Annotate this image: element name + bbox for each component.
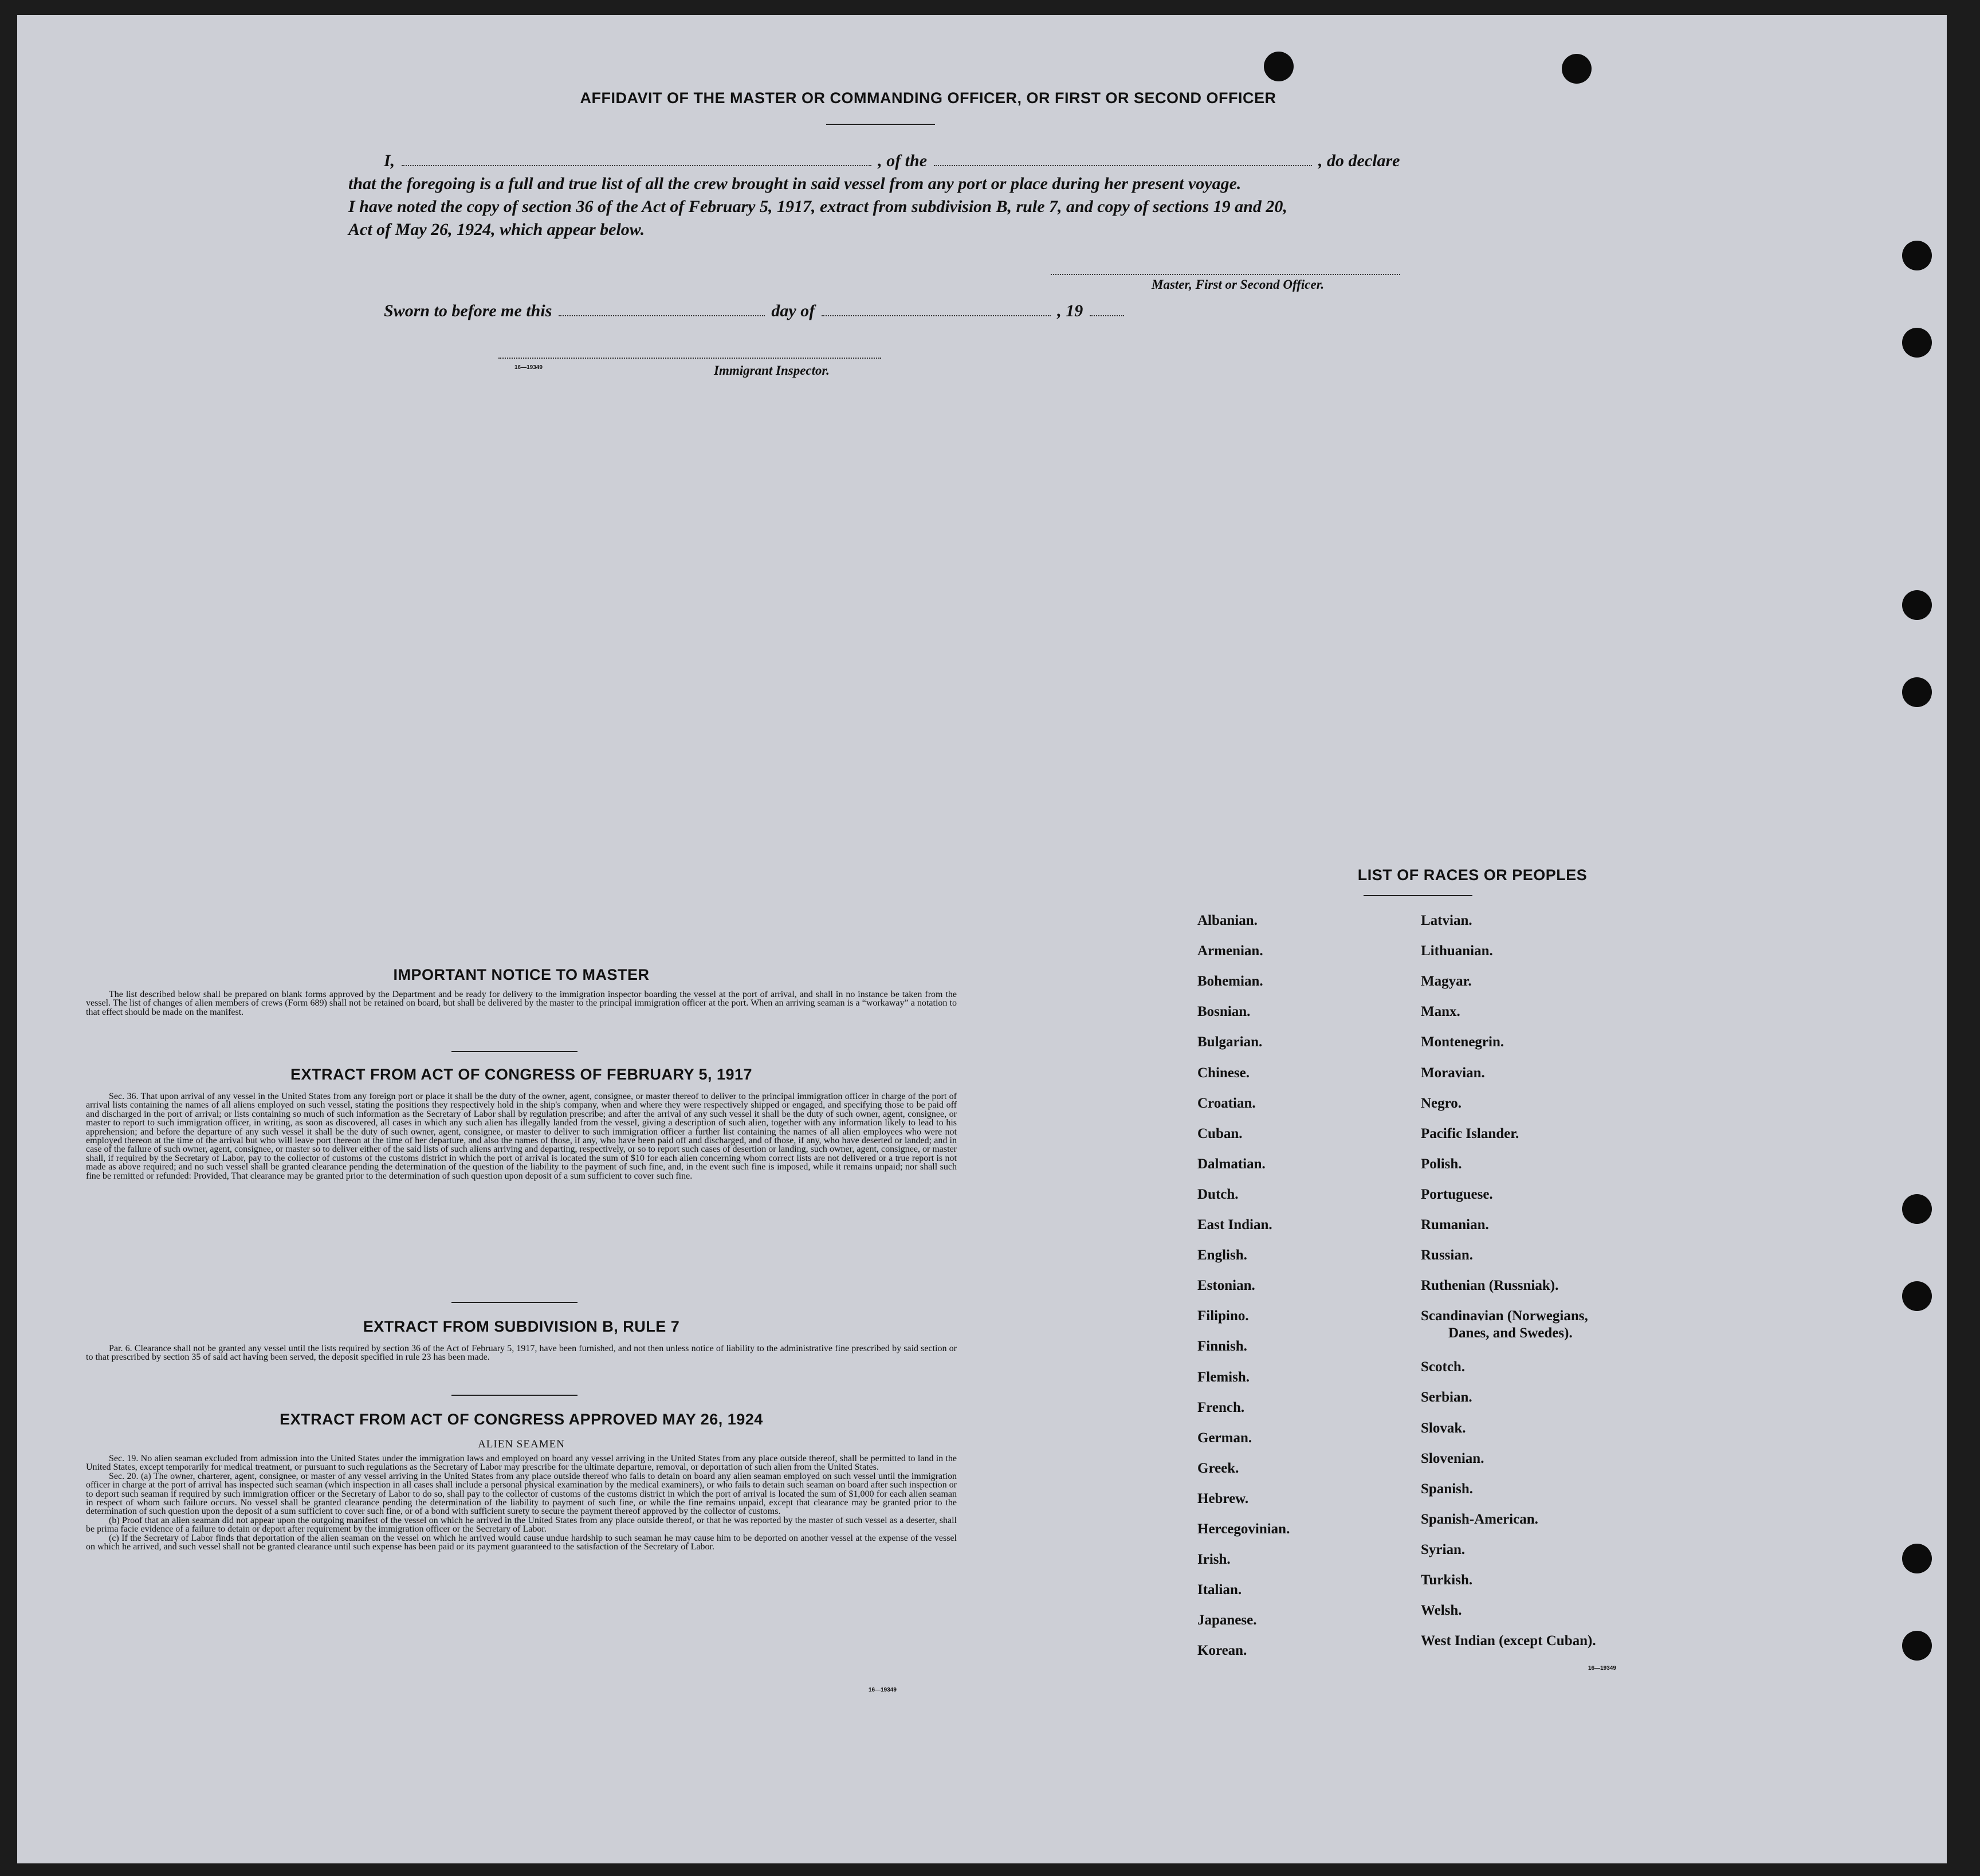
form-number: 16—19349 [514,364,543,371]
race-item: Magyar. [1421,974,1472,990]
race-item: Ruthenian (Russniak). [1421,1278,1559,1294]
form-sheet [17,15,1947,1863]
divider [1364,895,1472,896]
act-1924-title: EXTRACT FROM ACT OF CONGRESS APPROVED MAY 26, 1924 [280,1411,763,1428]
race-item: Greek. [1197,1460,1239,1476]
race-item: Serbian. [1421,1390,1472,1406]
race-item: Danes, and Swedes). [1448,1325,1573,1341]
affidavit-of-the-label: , of the [878,151,928,170]
race-item: Armenian. [1197,943,1263,959]
notice-paragraph [86,990,957,1017]
race-item: Korean. [1197,1643,1247,1659]
race-item: German. [1197,1430,1252,1446]
master-signature-blank[interactable] [1051,274,1400,275]
race-item: Japanese. [1197,1612,1257,1628]
year-label: , 19 [1057,301,1083,320]
punch-hole [1902,1281,1932,1311]
punch-hole [1562,54,1592,84]
rule-7-title: EXTRACT FROM SUBDIVISION B, RULE 7 [363,1318,680,1335]
race-item: Chinese. [1197,1065,1250,1081]
race-item: Hebrew. [1197,1490,1249,1506]
divider [451,1302,578,1303]
race-item: Filipino. [1197,1308,1249,1324]
sec-20c-text: (c) If the Secretary of Labor finds that deportation of the alien seaman on the vessel on which he arrived would cause undue hardship to such seaman he may cause him to be deported on another vessel at the expense of the vessel on which he arrived, and such vessel shall not be granted clearance until such expense has been paid or its payment guaranteed to the satisfaction of the Secretary of Labor. [86,1533,957,1552]
race-item: Slovenian. [1421,1450,1484,1466]
race-item: Negro. [1421,1095,1462,1111]
race-item: Italian. [1197,1582,1242,1598]
race-item: Spanish-American. [1421,1511,1538,1527]
race-item: Albanian. [1197,913,1258,928]
form-number: 16—19349 [1588,1665,1616,1671]
race-item: Bohemian. [1197,974,1263,990]
sworn-label: Sworn to before me this [384,301,552,320]
race-item: Scandinavian (Norwegians, [1421,1308,1588,1324]
race-item: Spanish. [1421,1481,1474,1497]
notice-text: The list described below shall be prepared on blank forms approved by the Department and be ready for delivery to the immigration inspector boarding the vessel at the port of arrival, and shall in no instance be taken from the vessel. The list of changes of alien members of crews (Form 689) shall not be retained on board, but shall be delivered by the master to the principal immigration officer at the port. When an arriving seaman is a “workaway” a notation to that effect should be made on the manifest. [86,990,957,1017]
sworn-year-blank[interactable] [1090,315,1124,316]
race-item: Montenegrin. [1421,1034,1504,1050]
vessel-blank[interactable] [934,165,1312,166]
race-item: Scotch. [1421,1359,1466,1375]
race-item: Cuban. [1197,1125,1243,1141]
race-item: East Indian. [1197,1217,1272,1233]
rule-7-paragraph [86,1344,957,1362]
affidavit-i-label: I, [384,151,395,170]
race-item: Pacific Islander. [1421,1125,1519,1141]
punch-hole [1902,590,1932,620]
punch-hole [1902,328,1932,358]
punch-hole [1902,677,1932,707]
races-title: LIST OF RACES OR PEOPLES [1357,866,1588,884]
race-item: Manx. [1421,1004,1460,1020]
punch-hole [1902,1544,1932,1573]
divider [826,124,935,125]
race-item: Latvian. [1421,913,1472,928]
race-item: Croatian. [1197,1095,1256,1111]
divider [451,1395,578,1396]
race-item: French. [1197,1399,1245,1415]
day-of-label: day of [771,301,815,320]
race-item: Moravian. [1421,1065,1485,1081]
sec-20a-text: Sec. 20. (a) The owner, charterer, agent, consignee, or master of any vessel arriving in the United States from any place outside thereof who fails to detain on board any alien seaman employed on such vessel until the immigration officer in charge at the port of arrival has inspected such seaman (which inspection in all cases shall include a personal physical examination by the medical examiners), or who fails to detain such seaman on board after such inspection or to deport such seaman if required by such immigration officer or the Secretary of Labor to do so, shall pay to the collector of customs of the customs district in which the port of arrival is located the sum of $1,000 for each alien seaman in respect of whom such failure occurs. No vessel shall be granted clearance pending the determination of the liability to payment of such fine, or while the fine remains unpaid, except that clearance may be granted prior to the determination of such question upon the deposit of a sum sufficient to cover such fine, or of a bond with sufficient surety to secure the payment thereof approved by the collector of customs. [86,1471,957,1517]
affidavit-text-line: that the foregoing is a full and true list of all the crew brought in said vessel from any port or place during her present voyage. [348,174,1242,193]
race-item: Dalmatian. [1197,1156,1266,1172]
form-number: 16—19349 [869,1687,897,1693]
race-item: Turkish. [1421,1572,1473,1588]
race-item: Polish. [1421,1156,1462,1172]
race-item: English. [1197,1247,1247,1263]
act-1924-paragraphs [86,1454,957,1551]
punch-hole [1902,241,1932,270]
race-item: West Indian (except Cuban). [1421,1633,1596,1649]
affidavit-declaration-line [384,151,1400,171]
sworn-day-blank[interactable] [559,315,765,316]
act-1917-title: EXTRACT FROM ACT OF CONGRESS OF FEBRUARY 5, 1917 [290,1066,753,1083]
affidavit-text-line: Act of May 26, 1924, which appear below. [348,220,645,239]
affidavit-declare-label: , do declare [1318,151,1400,170]
sworn-line [384,301,1126,321]
race-item: Slovak. [1421,1420,1466,1436]
race-item: Lithuanian. [1421,943,1493,959]
master-signature-caption: Master, First or Second Officer. [1152,277,1325,292]
inspector-caption: Immigrant Inspector. [714,363,830,378]
race-item: Welsh. [1421,1603,1462,1619]
race-item: Bosnian. [1197,1004,1251,1020]
race-item: Hercegovinian. [1197,1521,1290,1537]
race-item: Irish. [1197,1552,1231,1568]
rule-7-text: Par. 6. Clearance shall not be granted any vessel until the lists required by section 36 of the Act of February 5, 1917, have been furnished, and not then unless notice of liability to the administrative fine prescribed by said section or to that prescribed by section 35 of said act having been served, the deposit specified in rule 23 has been made. [86,1344,957,1363]
race-item: Bulgarian. [1197,1034,1263,1050]
punch-hole [1264,52,1294,81]
alien-seamen-heading: ALIEN SEAMEN [478,1438,565,1450]
name-blank[interactable] [402,165,871,166]
race-item: Flemish. [1197,1369,1250,1385]
sec-19-text: Sec. 19. No alien seaman excluded from admission into the United States under the immigration laws and employed on board any vessel arriving in the United States from any place outside thereof, shall be permitted to land in the United States, except temporarily for medical treatment, or pursuant to such regulations as the Secretary of Labor may prescribe for the ultimate departure, removal, or deportation of such alien from the United States. [86,1454,957,1473]
affidavit-text-line: I have noted the copy of section 36 of the Act of February 5, 1917, extract from subdivision B, rule 7, and copy of sections 19 and 20, [348,197,1287,216]
punch-hole [1902,1194,1932,1224]
race-item: Syrian. [1421,1541,1466,1557]
race-item: Estonian. [1197,1278,1255,1294]
inspector-signature-blank[interactable] [498,358,881,359]
race-item: Rumanian. [1421,1217,1489,1233]
race-item: Finnish. [1197,1339,1247,1355]
act-1917-text: Sec. 36. That upon arrival of any vessel in the United States from any foreign port or place it shall be the duty of the owner, agent, consignee, or master thereof to deliver to the principal immigration officer in charge of the port of arrival lists containing the names of all aliens employed on such vessel, stating the positions they respectively hold in the ship's company, when and where they were respectively shipped or engaged, and specifying those to be paid off and discharged in the port of arrival; or lists containing so much of such information as the Secretary of Labor shall by regulation prescribe; and after the arrival of any such vessel it shall be the duty of such owner, agent, consignee, or master to report to such immigration officer, in writing, as soon as discovered, all cases in which any such alien has illegally landed from the vessel, giving a description of such alien, together with any information likely to lead to his apprehension; and before the departure of any such vessel it shall be the duty of such owner, agent, consignee, or master to deliver to such immigration officer a further list containing the names of all alien employees who were not employed thereon at the time of the arrival but who will leave port thereon at the time of her departure, and also the names of those, if any, who have been paid off and discharged, and of those, if any, who have deserted or landed; and in case of the failure of such owner, agent, consignee, or master so to deliver either of the said lists of such aliens arriving and departing, respectively, or so to report such cases of desertion or landing, such owner, agent, consignee, or master shall, if required by the Secretary of Labor, pay to the collector of customs of the customs district in which the port of arrival is located the sum of $10 for each alien concerning whom correct lists are not delivered or a true report is not made as above required; and no such vessel shall be granted clearance pending the determination of the question of the liability to the payment of such fine, and, in the event such fine is imposed, while it remains unpaid; nor shall such fine be remitted or refunded: Provided, That clearance may be granted prior to the determination of such question upon deposit of a sum sufficient to cover such fine. [86,1092,957,1181]
race-item: Portuguese. [1421,1186,1493,1202]
divider [451,1051,578,1052]
punch-hole [1902,1631,1932,1661]
race-item: Russian. [1421,1247,1474,1263]
sec-20b-text: (b) Proof that an alien seaman did not appear upon the outgoing manifest of the vessel on which he arrived in the United States from any place outside thereof, or that he was reported by the master of such vessel as a deserter, shall be prima facie evidence of a failure to detain or deport after requirement by the immigration officer or the Secretary of Labor. [86,1515,957,1534]
affidavit-title: AFFIDAVIT OF THE MASTER OR COMMANDING OFFICER, OR FIRST OR SECOND OFFICER [580,89,1276,107]
sworn-month-blank[interactable] [822,315,1051,316]
race-item: Dutch. [1197,1186,1239,1202]
notice-title: IMPORTANT NOTICE TO MASTER [393,966,650,983]
act-1917-paragraph [86,1092,957,1180]
